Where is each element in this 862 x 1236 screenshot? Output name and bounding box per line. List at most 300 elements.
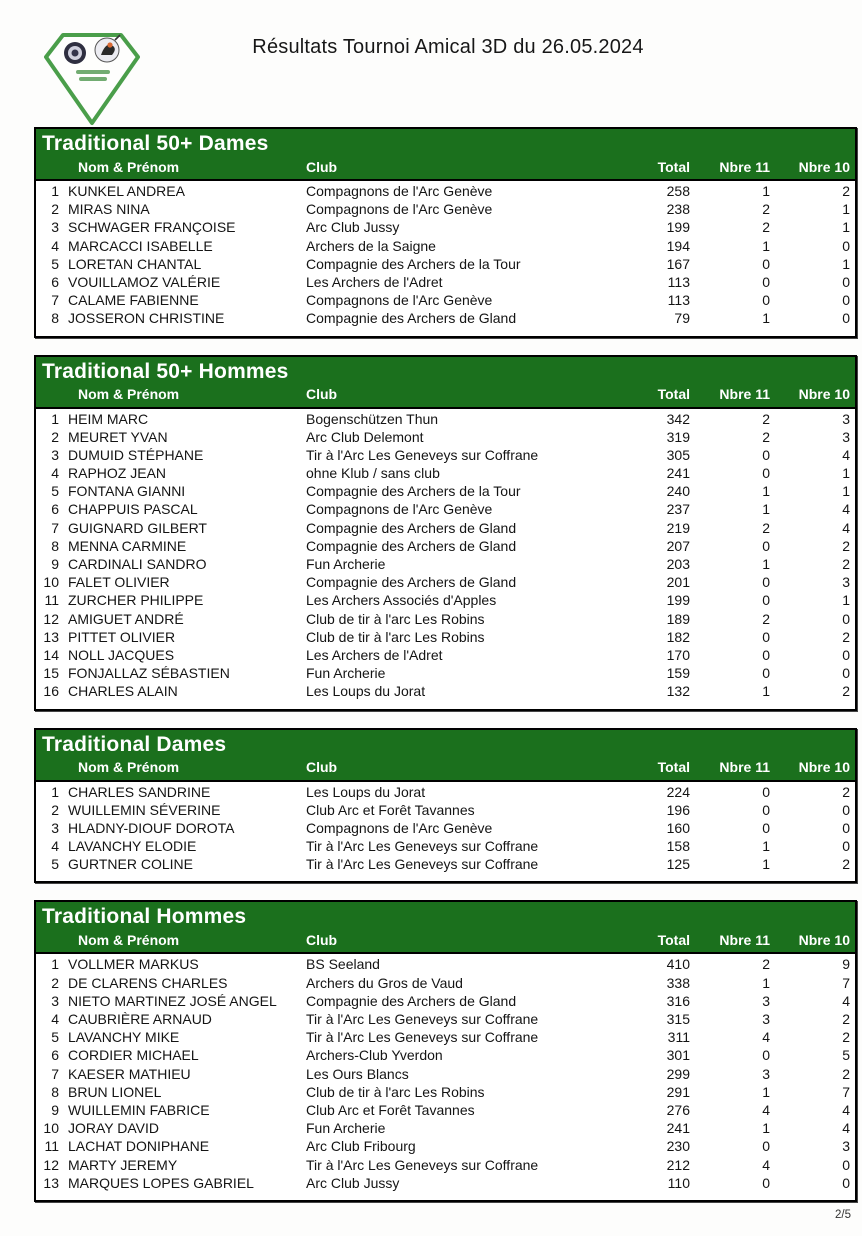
total-cell: 212 — [666, 1156, 690, 1173]
nbre11-cell: 0 — [762, 537, 770, 554]
nbre11-cell: 3 — [762, 992, 770, 1009]
nbre11-cell: 0 — [762, 783, 770, 800]
nbre11-cell: 1 — [762, 501, 770, 518]
name-cell: RAPHOZ JEAN — [68, 465, 167, 482]
club-cell: Les Archers Associés d'Apples — [306, 592, 497, 609]
name-cell: HEIM MARC — [68, 410, 149, 427]
nbre11-cell: 4 — [762, 1156, 770, 1173]
rank-cell: 4 — [51, 465, 59, 482]
name-cell: CHARLES SANDRINE — [68, 783, 211, 800]
rank-cell: 16 — [43, 683, 59, 700]
nbre10-cell: 2 — [842, 183, 850, 199]
result-row — [36, 410, 855, 428]
rank-cell: 1 — [51, 410, 59, 427]
result-row — [36, 1101, 855, 1119]
result-row — [36, 1174, 855, 1192]
nbre10-cell: 2 — [842, 683, 850, 700]
club-cell: Les Ours Blancs — [306, 1065, 409, 1082]
nbre10-cell: 2 — [842, 1011, 850, 1027]
rank-cell: 11 — [44, 592, 59, 609]
result-row — [36, 428, 855, 446]
name-cell: VOUILLAMOZ VALÉRIE — [68, 273, 221, 290]
nbre10-cell: 1 — [842, 592, 850, 609]
column-header-nbre11: Nbre 11 — [719, 931, 770, 948]
name-cell: KAESER MATHIEU — [68, 1065, 191, 1082]
club-cell: Tir à l'Arc Les Geneveys sur Coffrane — [306, 838, 539, 855]
nbre10-cell: 9 — [842, 956, 850, 973]
name-cell: CORDIER MICHAEL — [68, 1047, 199, 1064]
result-row — [36, 974, 855, 992]
result-row — [36, 819, 855, 837]
rank-cell: 8 — [51, 310, 59, 327]
total-cell: 199 — [666, 219, 690, 236]
total-cell: 301 — [666, 1047, 690, 1064]
column-header-club: Club — [306, 386, 338, 402]
nbre10-cell: 0 — [842, 665, 850, 682]
nbre10-cell: 7 — [842, 974, 850, 991]
column-header-total: Total — [657, 759, 690, 775]
result-row — [36, 446, 855, 464]
total-cell: 305 — [666, 446, 690, 463]
nbre10-cell: 0 — [842, 1156, 850, 1173]
total-cell: 79 — [674, 310, 690, 327]
column-header-nbre10: Nbre 10 — [798, 759, 850, 775]
name-cell: LORETAN CHANTAL — [68, 255, 202, 272]
result-row — [36, 664, 855, 682]
club-cell: Tir à l'Arc Les Geneveys sur Coffrane — [306, 446, 539, 463]
nbre11-cell: 0 — [762, 465, 770, 482]
rank-cell: 9 — [51, 1101, 59, 1118]
name-cell: LAVANCHY MIKE — [68, 1029, 180, 1046]
club-cell: Archers du Gros de Vaud — [306, 974, 463, 991]
nbre10-cell: 2 — [842, 783, 850, 800]
rank-cell: 7 — [51, 292, 59, 309]
rank-cell: 6 — [51, 1047, 59, 1064]
nbre11-cell: 0 — [762, 273, 770, 290]
column-header-nbre10: Nbre 10 — [798, 931, 850, 948]
name-cell: FONTANA GIANNI — [68, 483, 186, 500]
name-cell: AMIGUET ANDRÉ — [68, 610, 184, 627]
nbre11-cell: 0 — [762, 1174, 770, 1191]
result-row — [36, 955, 855, 973]
total-cell: 201 — [666, 574, 690, 591]
column-header-row — [36, 929, 855, 950]
total-cell: 167 — [666, 255, 690, 272]
total-cell: 170 — [666, 646, 690, 663]
club-cell: ohne Klub / sans club — [306, 465, 440, 482]
nbre11-cell: 2 — [762, 410, 770, 427]
rank-cell: 10 — [43, 1120, 59, 1137]
rank-cell: 15 — [43, 665, 59, 682]
nbre10-cell: 5 — [842, 1047, 850, 1064]
nbre10-cell: 2 — [842, 1065, 850, 1082]
total-cell: 182 — [666, 628, 690, 645]
nbre10-cell: 0 — [842, 646, 850, 663]
club-cell: Arc Club Delemont — [306, 428, 424, 445]
nbre11-cell: 2 — [762, 201, 770, 218]
rank-cell: 13 — [43, 1174, 59, 1191]
column-header-club: Club — [306, 158, 338, 175]
nbre10-cell: 4 — [842, 519, 850, 536]
total-cell: 230 — [666, 1138, 690, 1155]
nbre11-cell: 1 — [762, 856, 770, 873]
club-cell: Fun Archerie — [306, 556, 386, 572]
result-row — [36, 1119, 855, 1137]
name-cell: BRUN LIONEL — [68, 1083, 162, 1100]
total-cell: 110 — [667, 1174, 690, 1191]
club-cell: Arc Club Jussy — [306, 1174, 400, 1191]
results-table — [34, 355, 857, 711]
result-row — [36, 218, 855, 236]
nbre10-cell: 2 — [842, 1029, 850, 1046]
table-header-band — [36, 129, 855, 181]
total-cell: 113 — [667, 292, 690, 309]
nbre11-cell: 0 — [762, 1138, 770, 1155]
nbre11-cell: 0 — [762, 592, 770, 609]
rank-cell: 3 — [51, 819, 59, 836]
nbre10-cell: 1 — [842, 465, 850, 482]
result-row — [36, 200, 855, 218]
column-header-name: Nom & Prénom — [78, 759, 180, 775]
nbre11-cell: 0 — [762, 574, 770, 591]
club-cell: Compagnie des Archers de la Tour — [306, 483, 521, 500]
result-row — [36, 992, 855, 1010]
total-cell: 113 — [667, 273, 690, 290]
club-cell: Archers-Club Yverdon — [306, 1047, 443, 1064]
total-cell: 158 — [666, 838, 690, 855]
club-cell: Tir à l'Arc Les Geneveys sur Coffrane — [306, 1029, 539, 1046]
nbre10-cell: 1 — [842, 219, 850, 236]
name-cell: CARDINALI SANDRO — [68, 556, 207, 572]
club-cell: Compagnons de l'Arc Genève — [306, 292, 493, 309]
page-number: 2/5 — [835, 1209, 851, 1221]
nbre10-cell: 1 — [842, 255, 850, 272]
column-header-nbre10: Nbre 10 — [798, 158, 850, 175]
club-cell: Bogenschützen Thun — [306, 410, 439, 427]
name-cell: CHAPPUIS PASCAL — [68, 501, 198, 518]
results-tables-container — [34, 127, 857, 1219]
nbre11-cell: 1 — [762, 556, 770, 572]
table-header-band — [36, 357, 855, 409]
total-cell: 194 — [666, 237, 690, 254]
nbre10-cell: 3 — [842, 1138, 850, 1155]
table-body — [36, 954, 855, 1199]
total-cell: 199 — [666, 592, 690, 609]
nbre11-cell: 2 — [762, 219, 770, 236]
result-row — [36, 591, 855, 609]
name-cell: FALET OLIVIER — [68, 574, 170, 591]
column-header-total: Total — [657, 158, 690, 175]
result-row — [36, 573, 855, 591]
rank-cell: 2 — [51, 801, 59, 818]
result-row — [36, 500, 855, 518]
table-body — [36, 782, 855, 882]
club-cell: Compagnie des Archers de Gland — [306, 574, 517, 591]
club-cell: Club Arc et Forêt Tavannes — [306, 801, 475, 818]
result-row — [36, 182, 855, 200]
nbre11-cell: 1 — [762, 1083, 770, 1100]
column-header-name: Nom & Prénom — [78, 931, 180, 948]
total-cell: 125 — [666, 856, 690, 873]
column-header-row — [36, 384, 855, 405]
name-cell: JOSSERON CHRISTINE — [68, 310, 225, 327]
rank-cell: 1 — [51, 183, 59, 199]
nbre11-cell: 4 — [762, 1029, 770, 1046]
rank-cell: 5 — [51, 1029, 59, 1046]
table-header-band — [36, 730, 855, 782]
result-row — [36, 1137, 855, 1155]
nbre10-cell: 0 — [842, 310, 850, 327]
club-cell: Arc Club Fribourg — [306, 1138, 416, 1155]
rank-cell: 4 — [51, 237, 59, 254]
club-cell: Club de tir à l'arc Les Robins — [306, 610, 485, 627]
club-cell: Les Archers de l'Adret — [306, 646, 443, 663]
name-cell: SCHWAGER FRANÇOISE — [68, 219, 236, 236]
total-cell: 237 — [666, 501, 690, 518]
result-row — [36, 855, 855, 873]
total-cell: 258 — [666, 183, 690, 199]
name-cell: CALAME FABIENNE — [68, 292, 199, 309]
total-cell: 241 — [666, 465, 690, 482]
rank-cell: 5 — [51, 856, 59, 873]
rank-cell: 3 — [51, 446, 59, 463]
nbre10-cell: 3 — [842, 410, 850, 427]
nbre11-cell: 1 — [762, 183, 770, 199]
table-body — [36, 409, 855, 709]
nbre11-cell: 1 — [762, 237, 770, 254]
name-cell: VOLLMER MARKUS — [68, 956, 199, 973]
club-cell: Arc Club Jussy — [306, 219, 400, 236]
nbre11-cell: 3 — [762, 1065, 770, 1082]
rank-cell: 5 — [51, 255, 59, 272]
nbre10-cell: 0 — [842, 1174, 850, 1191]
table-body — [36, 181, 855, 336]
name-cell: DUMUID STÉPHANE — [68, 446, 204, 463]
result-row — [36, 610, 855, 628]
column-header-row — [36, 156, 855, 177]
nbre11-cell: 1 — [762, 310, 770, 327]
rank-cell: 3 — [51, 219, 59, 236]
column-header-nbre10: Nbre 10 — [798, 386, 850, 402]
total-cell: 189 — [666, 610, 690, 627]
nbre10-cell: 0 — [842, 273, 850, 290]
result-row — [36, 309, 855, 327]
result-row — [36, 628, 855, 646]
club-cell: Compagnie des Archers de Gland — [306, 519, 517, 536]
club-cell: Compagnie des Archers de Gland — [306, 310, 517, 327]
nbre11-cell: 0 — [762, 255, 770, 272]
table-title: Traditional Dames — [42, 732, 227, 756]
nbre10-cell: 2 — [842, 537, 850, 554]
result-row — [36, 537, 855, 555]
total-cell: 240 — [666, 483, 690, 500]
column-header-name: Nom & Prénom — [78, 386, 180, 402]
column-header-row — [36, 757, 855, 778]
result-row — [36, 291, 855, 309]
name-cell: MENNA CARMINE — [68, 537, 187, 554]
column-header-total: Total — [657, 931, 690, 948]
club-cell: Club de tir à l'arc Les Robins — [306, 1083, 485, 1100]
name-cell: PITTET OLIVIER — [68, 628, 176, 645]
name-cell: MARQUES LOPES GABRIEL — [68, 1174, 254, 1191]
name-cell: LAVANCHY ELODIE — [68, 838, 197, 855]
club-cell: Tir à l'Arc Les Geneveys sur Coffrane — [306, 856, 539, 873]
total-cell: 342 — [666, 410, 690, 427]
name-cell: CAUBRIÈRE ARNAUD — [68, 1011, 212, 1027]
rank-cell: 2 — [51, 428, 59, 445]
nbre10-cell: 0 — [842, 292, 850, 309]
rank-cell: 6 — [51, 273, 59, 290]
total-cell: 132 — [666, 683, 690, 700]
rank-cell: 9 — [51, 556, 59, 572]
name-cell: FONJALLAZ SÉBASTIEN — [68, 665, 230, 682]
results-table — [34, 127, 857, 338]
rank-cell: 2 — [51, 974, 59, 991]
nbre10-cell: 1 — [842, 201, 850, 218]
name-cell: MARCACCI ISABELLE — [68, 237, 213, 254]
nbre11-cell: 0 — [762, 628, 770, 645]
nbre11-cell: 1 — [762, 838, 770, 855]
nbre11-cell: 0 — [762, 801, 770, 818]
nbre10-cell: 4 — [842, 446, 850, 463]
nbre10-cell: 7 — [842, 1083, 850, 1100]
rank-cell: 3 — [51, 992, 59, 1009]
result-row — [36, 837, 855, 855]
result-row — [36, 237, 855, 255]
nbre10-cell: 2 — [842, 856, 850, 873]
total-cell: 241 — [666, 1120, 690, 1137]
rank-cell: 7 — [51, 1065, 59, 1082]
total-cell: 238 — [666, 201, 690, 218]
column-header-club: Club — [306, 759, 338, 775]
total-cell: 160 — [666, 819, 690, 836]
table-title: Traditional Hommes — [42, 905, 247, 929]
nbre11-cell: 4 — [762, 1101, 770, 1118]
club-cell: Archers de la Saigne — [306, 237, 436, 254]
nbre10-cell: 4 — [842, 992, 850, 1009]
rank-cell: 5 — [51, 483, 59, 500]
nbre10-cell: 2 — [842, 628, 850, 645]
nbre10-cell: 4 — [842, 501, 850, 518]
total-cell: 311 — [667, 1029, 690, 1046]
name-cell: CHARLES ALAIN — [68, 683, 178, 700]
rank-cell: 4 — [51, 838, 59, 855]
column-header-club: Club — [306, 931, 338, 948]
club-cell: Compagnons de l'Arc Genève — [306, 183, 493, 199]
nbre11-cell: 1 — [762, 974, 770, 991]
result-row — [36, 783, 855, 801]
result-row — [36, 1083, 855, 1101]
result-row — [36, 682, 855, 700]
club-cell: Compagnie des Archers de Gland — [306, 537, 517, 554]
nbre10-cell: 2 — [842, 556, 850, 572]
name-cell: WUILLEMIN SÉVERINE — [68, 801, 221, 818]
nbre10-cell: 0 — [842, 610, 850, 627]
result-row — [36, 801, 855, 819]
rank-cell: 13 — [43, 628, 59, 645]
nbre11-cell: 0 — [762, 292, 770, 309]
total-cell: 299 — [666, 1065, 690, 1082]
name-cell: KUNKEL ANDREA — [68, 183, 185, 199]
name-cell: MIRAS NINA — [68, 201, 150, 218]
club-cell: BS Seeland — [306, 956, 380, 973]
club-cell: Les Loups du Jorat — [306, 783, 426, 800]
total-cell: 291 — [666, 1083, 690, 1100]
rank-cell: 12 — [43, 1156, 59, 1173]
result-row — [36, 1046, 855, 1064]
name-cell: JORAY DAVID — [68, 1120, 160, 1137]
club-cell: Compagnie des Archers de Gland — [306, 992, 517, 1009]
name-cell: LACHAT DONIPHANE — [68, 1138, 210, 1155]
name-cell: ZURCHER PHILIPPE — [68, 592, 204, 609]
name-cell: DE CLARENS CHARLES — [68, 974, 228, 991]
nbre11-cell: 1 — [762, 683, 770, 700]
rank-cell: 12 — [43, 610, 59, 627]
page-title: Résultats Tournoi Amical 3D du 26.05.2024 — [252, 36, 644, 58]
result-row — [36, 464, 855, 482]
results-table — [34, 728, 857, 884]
result-row — [36, 646, 855, 664]
club-cell: Compagnons de l'Arc Genève — [306, 201, 493, 218]
rank-cell: 8 — [51, 537, 59, 554]
column-header-name: Nom & Prénom — [78, 158, 180, 175]
result-row — [36, 482, 855, 500]
club-cell: Les Loups du Jorat — [306, 683, 426, 700]
column-header-nbre11: Nbre 11 — [719, 158, 770, 175]
rank-cell: 1 — [51, 956, 59, 973]
nbre10-cell: 0 — [842, 819, 850, 836]
nbre11-cell: 2 — [762, 956, 770, 973]
result-row — [36, 555, 855, 573]
rank-cell: 7 — [51, 519, 59, 536]
results-table — [34, 900, 857, 1201]
result-row — [36, 519, 855, 537]
rank-cell: 6 — [51, 501, 59, 518]
name-cell: NIETO MARTINEZ JOSÉ ANGEL — [68, 992, 277, 1009]
nbre11-cell: 1 — [762, 1120, 770, 1137]
result-row — [36, 1028, 855, 1046]
club-cell: Les Archers de l'Adret — [306, 273, 443, 290]
column-header-nbre11: Nbre 11 — [719, 386, 770, 402]
club-cell: Club Arc et Forêt Tavannes — [306, 1101, 475, 1118]
nbre11-cell: 3 — [762, 1011, 770, 1027]
total-cell: 316 — [666, 992, 690, 1009]
name-cell: NOLL JACQUES — [68, 646, 175, 663]
name-cell: MEURET YVAN — [68, 428, 168, 445]
rank-cell: 4 — [51, 1011, 59, 1027]
nbre11-cell: 0 — [762, 819, 770, 836]
rank-cell: 10 — [43, 574, 59, 591]
total-cell: 410 — [666, 956, 690, 973]
nbre10-cell: 0 — [842, 237, 850, 254]
total-cell: 224 — [666, 783, 690, 800]
table-header-band — [36, 902, 855, 954]
nbre10-cell: 0 — [842, 838, 850, 855]
total-cell: 207 — [666, 537, 690, 554]
rank-cell: 11 — [44, 1138, 59, 1155]
total-cell: 276 — [666, 1101, 690, 1118]
total-cell: 196 — [666, 801, 690, 818]
club-cell: Compagnie des Archers de la Tour — [306, 255, 521, 272]
club-cell: Compagnons de l'Arc Genève — [306, 819, 493, 836]
nbre11-cell: 2 — [762, 428, 770, 445]
total-cell: 338 — [666, 974, 690, 991]
rank-cell: 1 — [51, 783, 59, 800]
nbre10-cell: 0 — [842, 801, 850, 818]
club-cell: Tir à l'Arc Les Geneveys sur Coffrane — [306, 1156, 539, 1173]
nbre10-cell: 4 — [842, 1101, 850, 1118]
nbre11-cell: 0 — [762, 646, 770, 663]
